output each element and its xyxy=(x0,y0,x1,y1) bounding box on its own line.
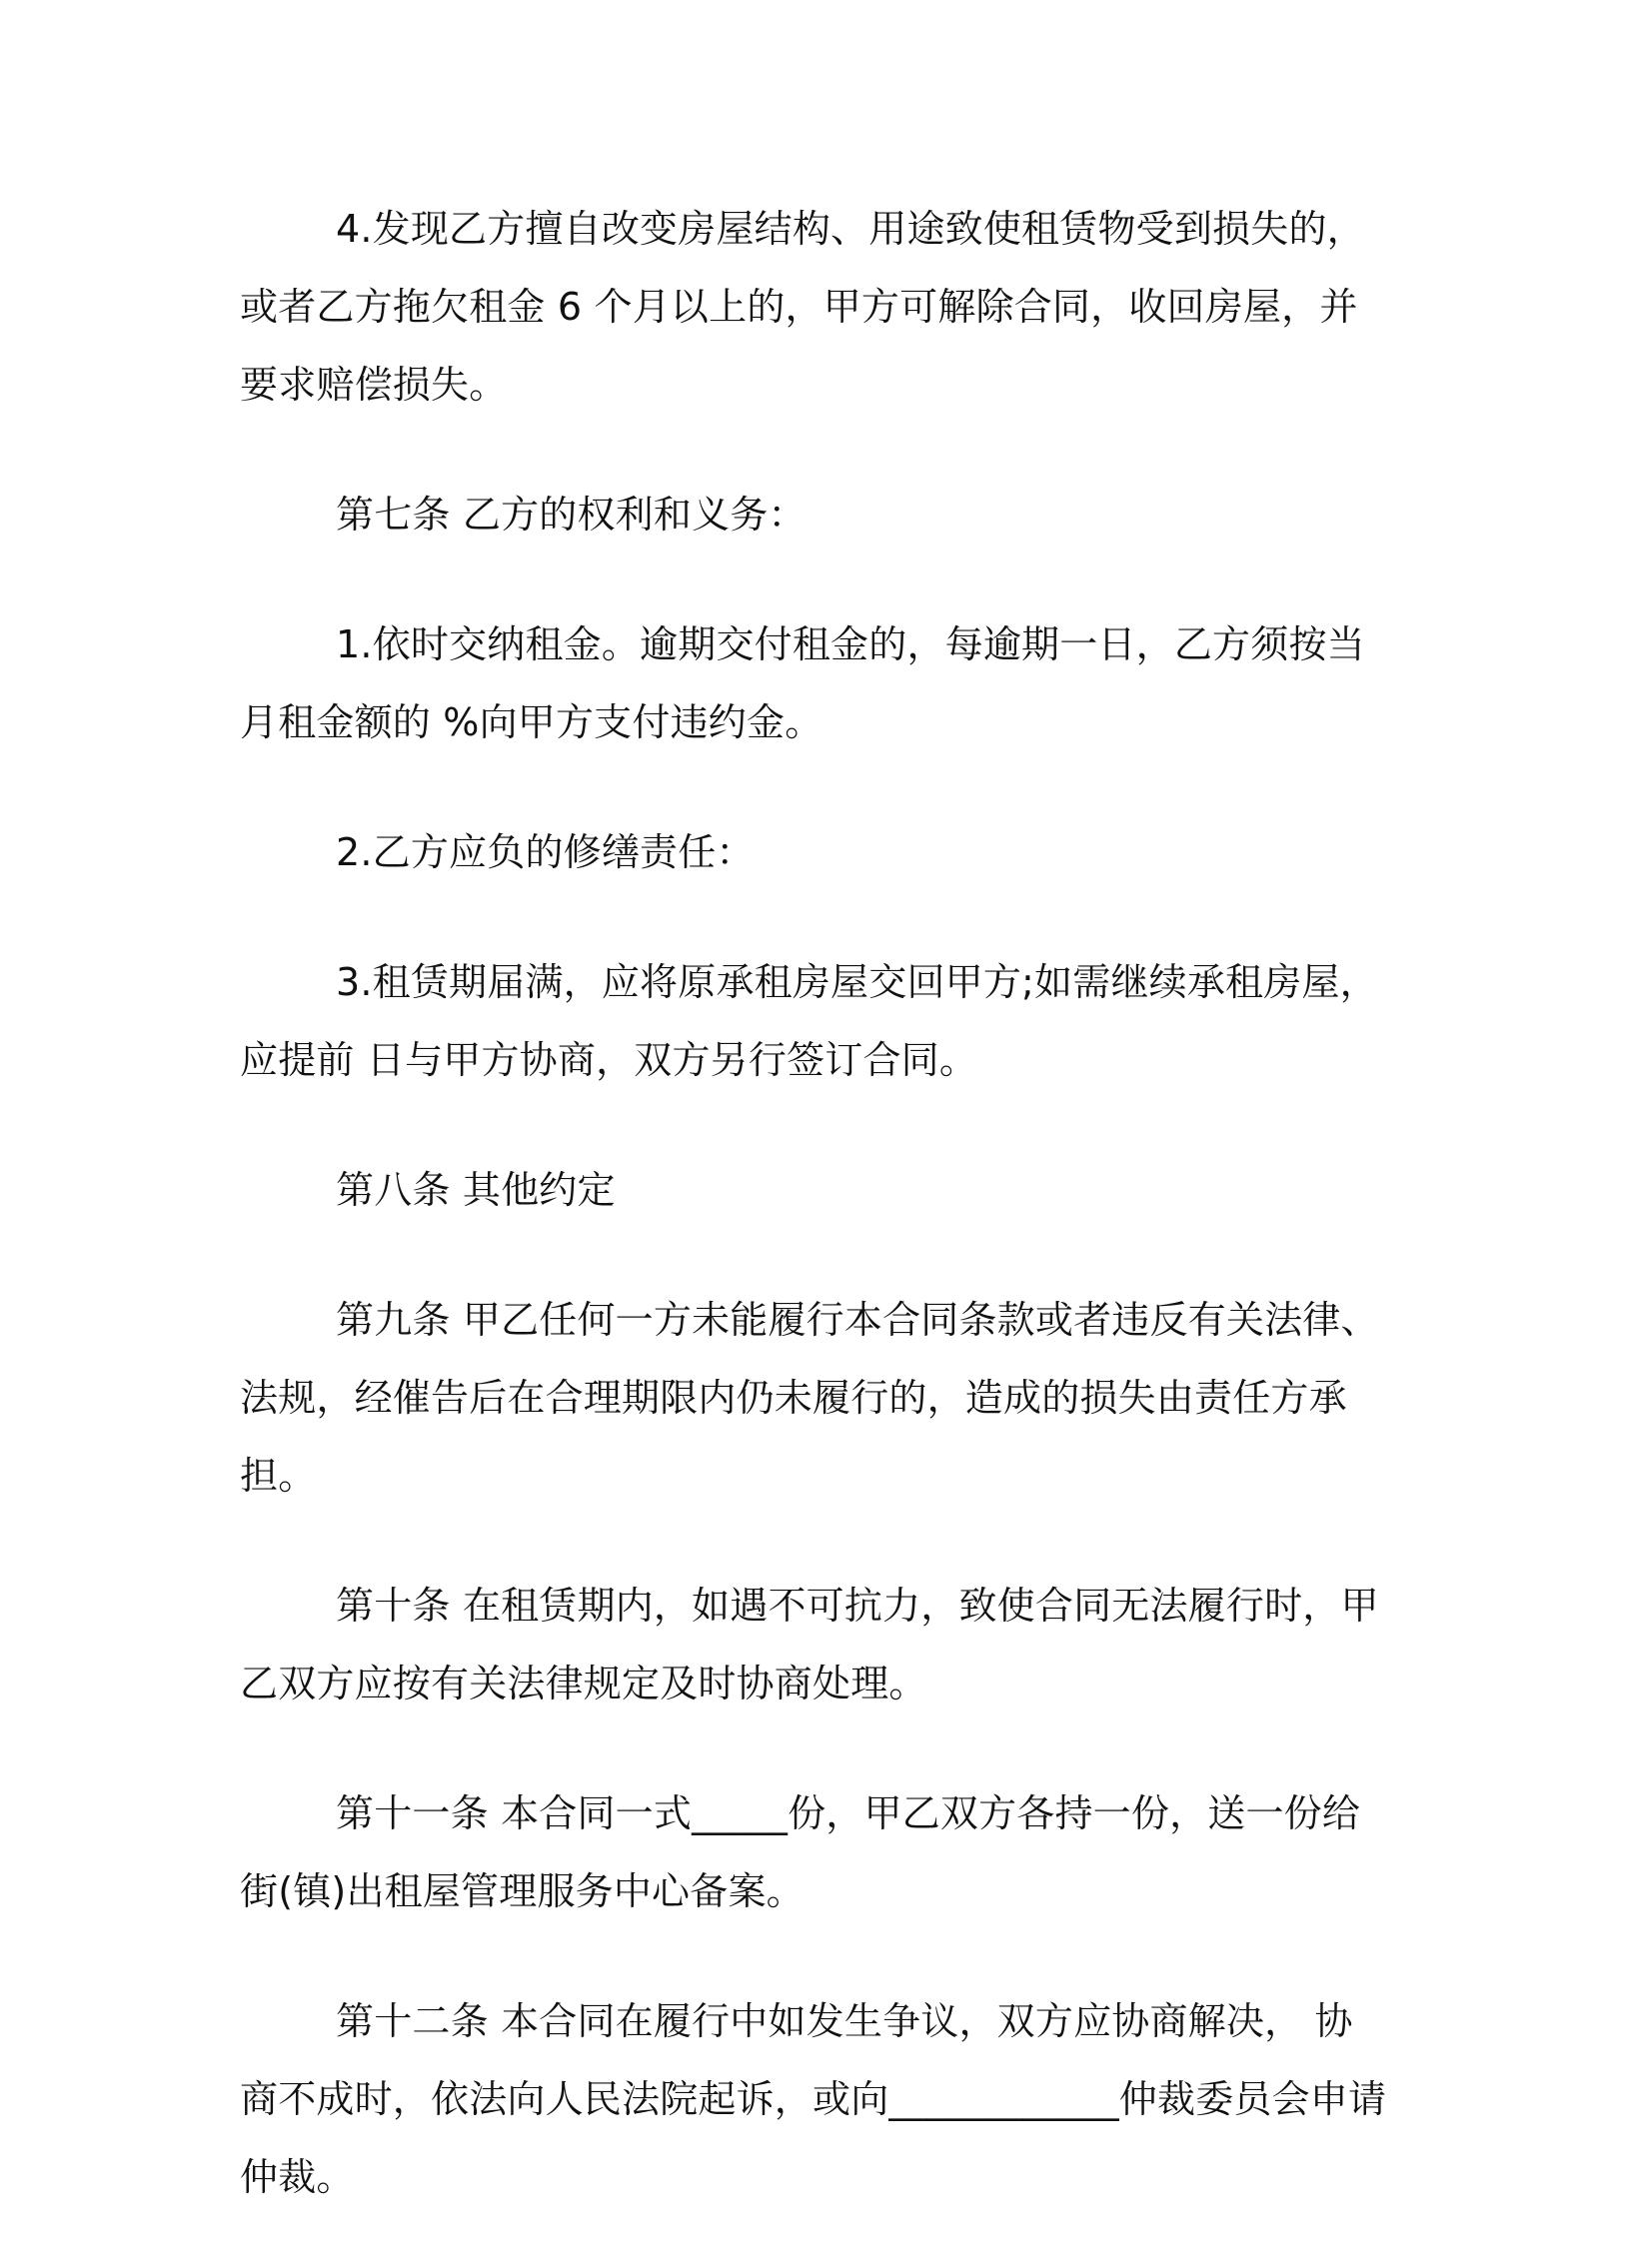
paragraph-article-7-item-1: 1.依时交纳租金。逾期交付租金的，每逾期一日，乙方须按当月租金额的 %向甲方支付违约金。 xyxy=(240,622,1365,744)
paragraph-article-10: 第十条 在租赁期内，如遇不可抗力，致使合同无法履行时，甲乙双方应按有关法律规定及时协商处理。 xyxy=(240,1584,1379,1705)
paragraph-article-7-item-3: 3.租赁期届满，应将原承租房屋交回甲方;如需继续承租房屋，应提前 日与甲方协商，双方另行签订合同。 xyxy=(240,960,1378,1082)
heading-article-8: 第八条 其他约定 xyxy=(336,1168,616,1212)
paragraph-article-7-item-2: 2.乙方应负的修缮责任： xyxy=(336,830,755,874)
heading-article-7: 第七条 乙方的权利和义务： xyxy=(336,493,807,537)
paragraph-article-12: 第十二条 本合同在履行中如发生争议，双方应协商解决， 协商不成时，依法向人民法院起诉，或向____________仲裁委员会申请仲裁。 xyxy=(240,1999,1387,2199)
document-body xyxy=(240,190,1389,2268)
paragraph-article-11: 第十一条 本合同一式_____份，甲乙双方各持一份，送一份给街(镇)出租屋管理服务中心备案。 xyxy=(240,1791,1361,1913)
paragraph-article-9: 第九条 甲乙任何一方未能履行本合同条款或者违反有关法律、法规，经催告后在合理期限内仍未履行的，造成的损失由责任方承担。 xyxy=(240,1298,1379,1498)
paragraph-clause-6-item-4: 4.发现乙方擅自改变房屋结构、用途致使租赁物受到损失的，或者乙方拖欠租金 6 个月以上的，甲方可解除合同，收回房屋，并要求赔偿损失。 xyxy=(240,207,1365,407)
